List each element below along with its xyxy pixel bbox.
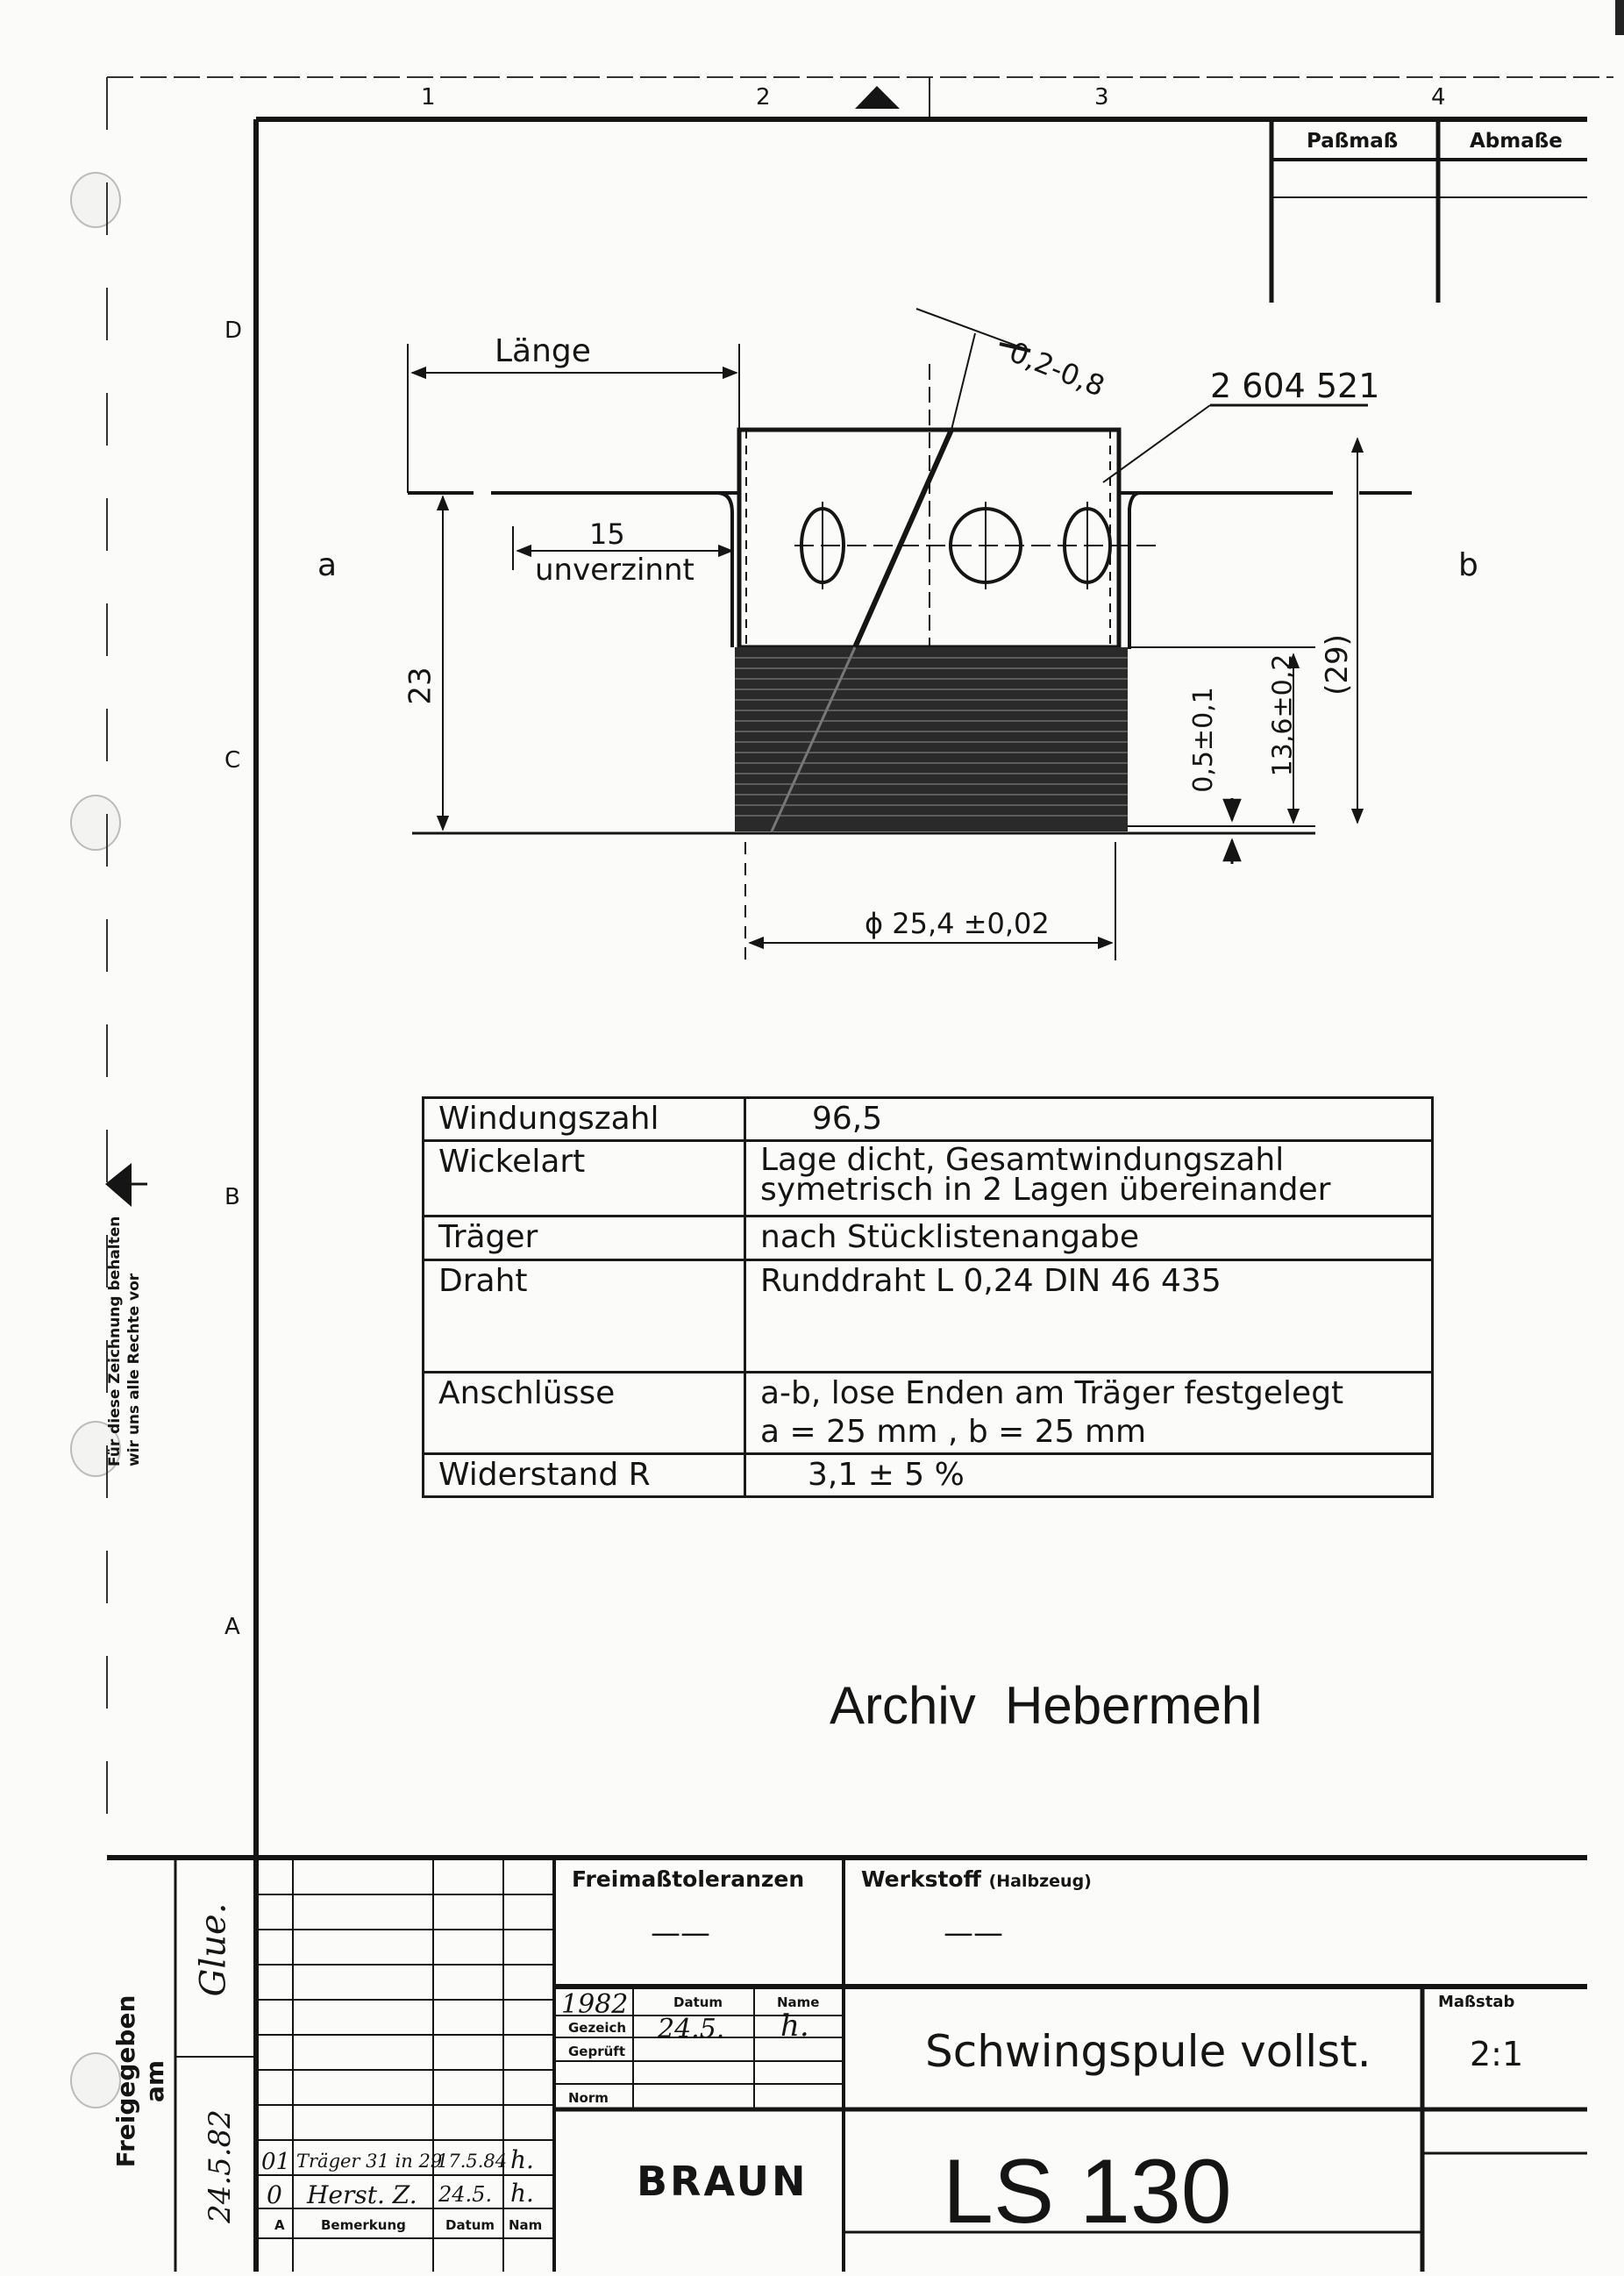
length-label: Länge xyxy=(495,333,591,369)
material-label-text: Werkstoff xyxy=(861,1866,981,1892)
rev-header-index: A xyxy=(274,2217,285,2233)
spec-key: Wickelart xyxy=(424,1141,745,1216)
table-row xyxy=(424,1454,1433,1497)
braun-logo: BRAUN xyxy=(637,2158,808,2205)
rev-header-name: Nam xyxy=(509,2217,543,2233)
rev-sign: h. xyxy=(510,2179,534,2208)
abmasse-header: Abmaße xyxy=(1470,130,1563,153)
spec-key: Widerstand R xyxy=(424,1454,745,1497)
table-row xyxy=(424,1373,1433,1454)
drawing-title: Schwingspule vollst. xyxy=(925,2026,1371,2077)
rev-note: Herst. Z. xyxy=(307,2180,417,2209)
table-row xyxy=(424,1260,1433,1373)
rev-header-date: Datum xyxy=(445,2217,495,2233)
copyright-note: Für diese Zeichnung behalten wir uns alle Rechte vor xyxy=(106,1216,143,1466)
date-header: Datum xyxy=(673,1994,723,2010)
spec-value-line: a-b, lose Enden am Träger festgelegt xyxy=(760,1375,1344,1411)
dim-136-label: 13,6±0,2 xyxy=(1267,653,1299,777)
spec-value xyxy=(745,1373,1433,1454)
zone-col-1: 1 xyxy=(421,84,436,111)
released-label: Freigegeben am xyxy=(111,1994,169,2168)
spec-value: Runddraht L 0,24 DIN 46 435 xyxy=(745,1260,1433,1373)
tolerances-value: —— xyxy=(651,1916,710,1951)
year: 1982 xyxy=(561,1989,629,2020)
material-sub: (Halbzeug) xyxy=(988,1872,1092,1891)
spec-key: Windungszahl xyxy=(424,1098,745,1141)
table-row xyxy=(424,1098,1433,1141)
norm-label: Norm xyxy=(568,2090,609,2106)
table-row xyxy=(424,1141,1433,1216)
rev-sign: h. xyxy=(510,2145,534,2174)
spec-value-line: a = 25 mm , b = 25 mm xyxy=(760,1414,1147,1450)
dim-29-label: (29) xyxy=(1319,634,1355,696)
spec-value: 3,1 ± 5 % xyxy=(745,1454,1433,1497)
zone-row-B: B xyxy=(224,1184,240,1210)
dim-05-label: 0,5±0,1 xyxy=(1187,687,1219,793)
scale-label: Maßstab xyxy=(1438,1993,1515,2011)
side-a-label: a xyxy=(317,547,338,583)
material-value: —— xyxy=(944,1916,1003,1951)
spec-key: Anschlüsse xyxy=(424,1373,745,1454)
drawn-label: Gezeich xyxy=(568,2020,627,2036)
checked-label: Geprüft xyxy=(568,2044,625,2059)
zone-row-C: C xyxy=(224,747,241,774)
spec-value: nach Stücklistenangabe xyxy=(745,1216,1433,1260)
side-b-label: b xyxy=(1458,547,1478,583)
unverzinnt-label: unverzinnt xyxy=(535,553,694,588)
wire-dia-label: 0,2-0,8 xyxy=(1004,335,1110,403)
dim-15-label: 15 xyxy=(589,517,625,551)
zone-col-3: 3 xyxy=(1094,84,1109,111)
rev-note: Träger 31 in 29 xyxy=(296,2151,443,2172)
rev-index: 0 xyxy=(267,2180,282,2209)
rev-index: 01 xyxy=(261,2149,291,2175)
table-row xyxy=(424,1216,1433,1260)
rev-header-note: Bemerkung xyxy=(321,2217,406,2233)
rev-date: 17.5.84 xyxy=(437,2151,508,2172)
dim-23-label: 23 xyxy=(402,667,438,705)
rev-date: 24.5. xyxy=(438,2182,493,2207)
material-label xyxy=(861,1866,1092,1892)
part-number-label: 2 604 521 xyxy=(1210,367,1380,405)
spec-table xyxy=(422,1096,1434,1498)
zone-row-D: D xyxy=(224,317,243,344)
spec-key: Draht xyxy=(424,1260,745,1373)
zone-row-A: A xyxy=(224,1614,240,1640)
zone-col-2: 2 xyxy=(756,84,771,111)
scale-value: 2:1 xyxy=(1470,2035,1524,2073)
drawn-signature: ℎ. xyxy=(780,2008,809,2044)
name-header: Name xyxy=(777,1994,820,2010)
archive-stamp: Archiv Hebermehl xyxy=(830,1676,1263,1735)
spec-key: Träger xyxy=(424,1216,745,1260)
tolerances-label: Freimaßtoleranzen xyxy=(572,1866,805,1892)
released-date: 24.5.82 xyxy=(202,2109,238,2223)
spec-value: Lage dicht, Gesamtwindungszahl symetrisch in 2 Lagen übereinander xyxy=(745,1141,1433,1216)
released-signature: Glue. xyxy=(193,1902,234,1997)
drawn-date: 24.5. xyxy=(658,2014,725,2044)
zone-col-4: 4 xyxy=(1431,84,1446,111)
diameter-label: ϕ 25,4 ±0,02 xyxy=(865,907,1050,940)
spec-value: 96,5 xyxy=(745,1098,1433,1141)
drawing-number: LS 130 xyxy=(943,2141,1232,2243)
passmass-header: Paßmaß xyxy=(1307,130,1399,153)
